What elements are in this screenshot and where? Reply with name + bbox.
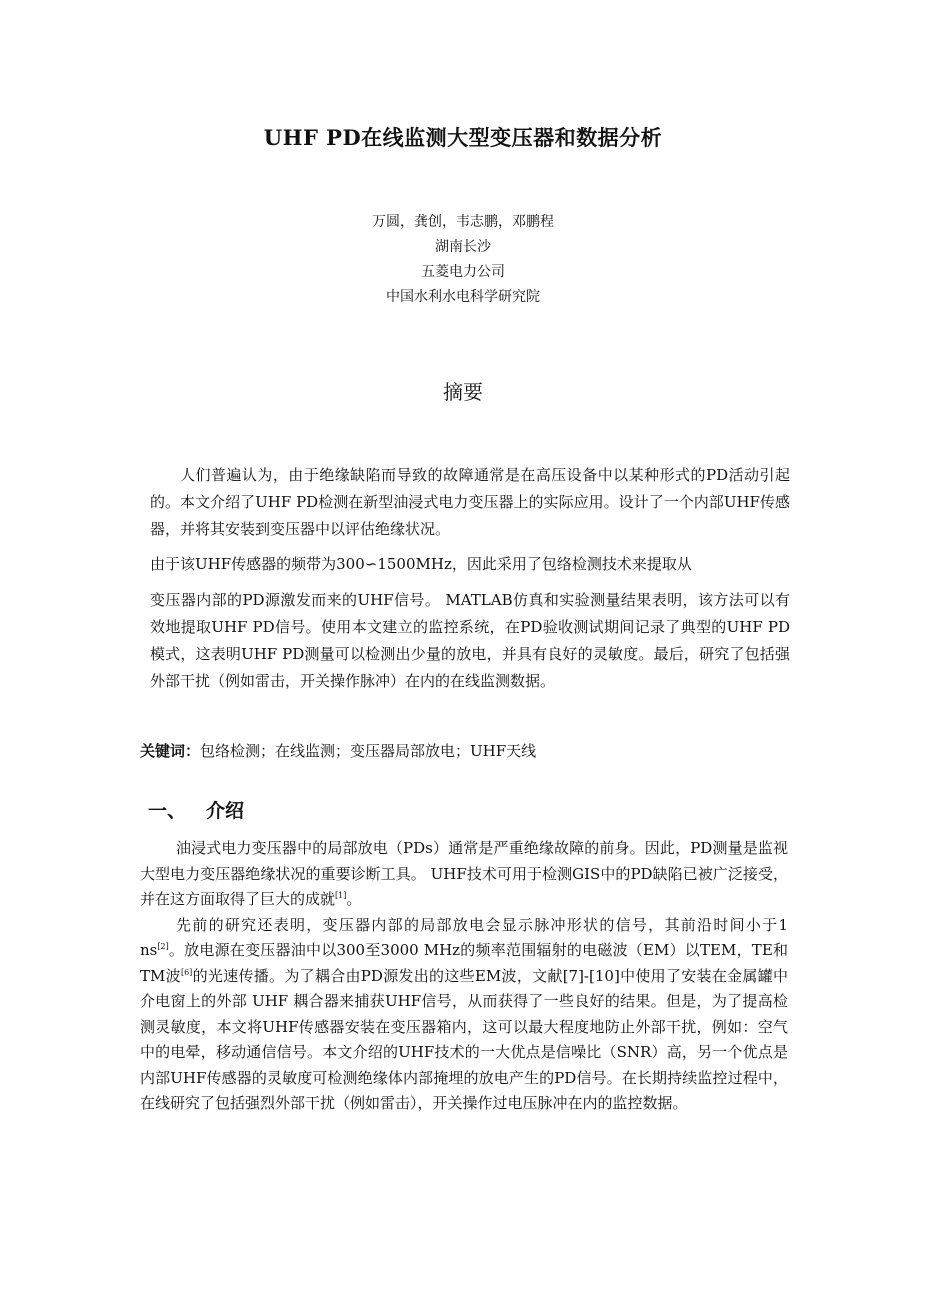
keywords-line: [140, 738, 800, 765]
citation-ref: [1]: [335, 891, 347, 900]
abstract-heading: 摘要: [443, 380, 483, 404]
citation-ref: [2]: [157, 942, 169, 951]
abstract-paragraph-2: [150, 551, 790, 695]
affiliation-2: 五菱电力公司: [421, 264, 505, 280]
intro-p1-end: 。: [346, 890, 362, 908]
author-block: [0, 210, 926, 310]
section-heading-introduction: [148, 796, 244, 823]
keywords-text: 包络检测；在线监测；变压器局部放电；UHF天线: [200, 742, 537, 760]
affiliation-1: 湖南长沙: [435, 239, 491, 255]
abstract-text-1: 人们普遍认为，由于绝缘缺陷而导致的故障通常是在高压设备中以某种形式的PD活动引起的。本文介绍了UHF PD检测在新型油浸式电力变压器上的实际应用。设计了一个内部UHF传感器，并将其安装到变压器中以评估绝缘状况。: [150, 466, 790, 538]
citation-ref: [6]: [180, 967, 193, 977]
intro-paragraph-2: [140, 913, 788, 1117]
keywords-label: 关键词：: [140, 742, 201, 760]
intro-p2-text-c: 的光速传播。为了耦合由PD源发出的这些EM波，文献[7]-[10]中使用了安装在金属罐中介电窗上的外部 UHF 耦合器来捕获UHF信号，从而获得了一些良好的结果。但是，为了提高检测灵敏度，本文将UHF传感器安装在变压器箱内，这可以最大程度地防止外部干扰，例如：空气中的电晕，移动通信信号。本文介绍的UHF技术的一大优点是信噪比（SNR）高，另一个优点是内部UHF传感器的灵敏度可检测绝缘体内部掩埋的放电产生的PD信号。在长期持续监控过程中，在线研究了包括强烈外部干扰（例如雷击），开关操作过电压脉冲在内的监控数据。: [140, 966, 788, 1112]
section-number: 一、: [148, 800, 187, 822]
intro-p2-text-b: 。放电源在变压器油中以300至3000 MHz的频率范围辐射的电磁波（EM）以TEM，TE和TM波: [140, 941, 788, 985]
section-title: 介绍: [206, 800, 245, 822]
intro-paragraph-1: [140, 836, 788, 913]
abstract-text-2-line1: 由于该UHF传感器的频带为300∽1500MHz，因此采用了包络检测技术来提取从: [150, 555, 692, 573]
introduction-body: [140, 836, 788, 1117]
author-list: 万圆，龚创，韦志鹏，邓鹏程: [372, 214, 554, 230]
intro-p2-text-a: 先前的研究还表明，变压器内部的局部放电会显示脉冲形状的信号，其前沿时间小于1 ns: [140, 915, 788, 959]
affiliation-3: 中国水利水电科学研究院: [386, 289, 540, 305]
abstract-paragraph-1: [150, 462, 790, 543]
paper-title: UHF PD在线监测大型变压器和数据分析: [263, 125, 663, 150]
intro-p1-text: 油浸式电力变压器中的局部放电（PDs）通常是严重绝缘故障的前身。因此，PD测量是监视大型电力变压器绝缘状况的重要诊断工具。 UHF技术可用于检测GIS中的PD缺陷已被广泛接受，并在这方面取得了巨大的成就: [140, 839, 788, 908]
abstract-text-2-rest: 变压器内部的PD源激发而来的UHF信号。 MATLAB仿真和实验测量结果表明，该方法可以有效地提取UHF PD信号。使用本文建立的监控系统，在PD验收测试期间记录了典型的UHF PD模式，这表明UHF PD测量可以检测出少量的放电，并具有良好的灵敏度。最后，研究了包括强外部干扰（例如雷击，开关操作脉冲）在内的在线监测数据。: [150, 591, 790, 690]
